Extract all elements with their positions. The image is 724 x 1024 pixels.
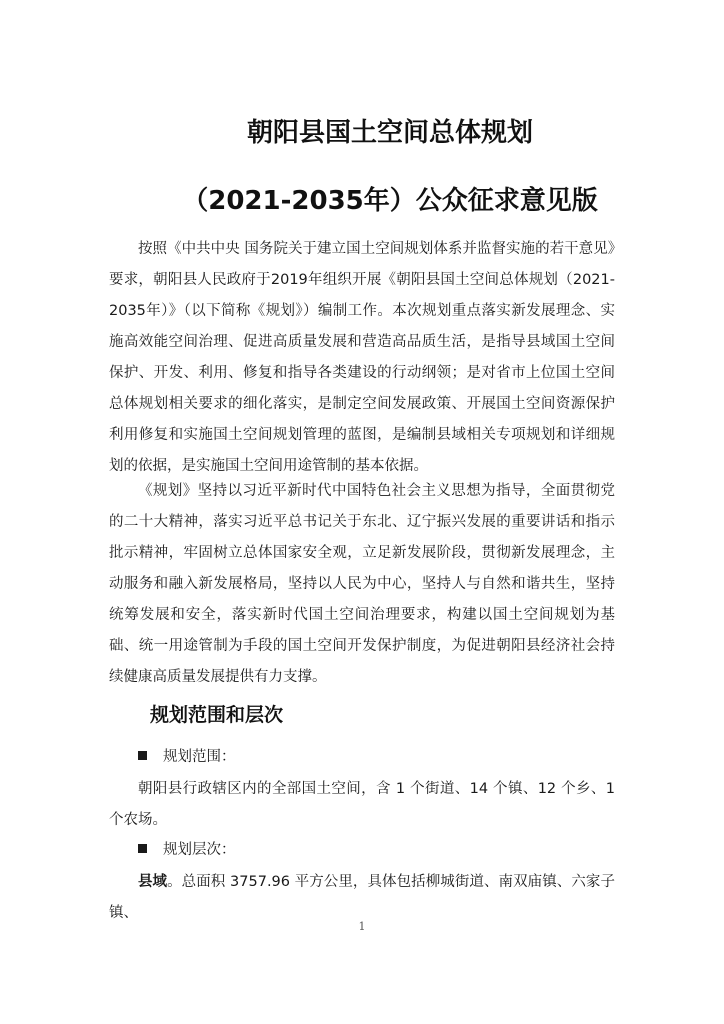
scope-paragraph: 朝阳县行政辖区内的全部国土空间，含 1 个街道、14 个镇、12 个乡、1 个农场。 xyxy=(109,781,615,828)
bullet-label: 规划范围： xyxy=(163,749,236,765)
document-title: 朝阳县国土空间总体规划 xyxy=(246,118,533,148)
square-bullet-icon xyxy=(138,844,147,853)
document-subtitle: （2021-2035年）公众征求意见版 xyxy=(182,186,598,216)
levels-text: 。总面积 3757.96 平方公里，具体包括柳城街道、南双庙镇、六家子镇、 xyxy=(109,874,615,921)
bullet-scope xyxy=(138,745,236,769)
bullet-label: 规划层次： xyxy=(163,842,236,858)
section-heading: 规划范围和层次 xyxy=(150,704,284,726)
county-term: 县域 xyxy=(138,874,168,890)
bullet-levels xyxy=(138,838,236,862)
intro-paragraph: 按照《中共中央 国务院关于建立国土空间规划体系并监督实施的若干意见》要求，朝阳县人民政府于2019年组织开展《朝阳县国土空间总体规划（2021-2035年）》（以下简称《规划》）编制工作。本次规划重点落实新发展理念、实施高效能空间治理、促进高质量发展和营造高品质生活，是指导县域国土空间保护、开发、利用、修复和指导各类建设的行动纲领；是对省市上位国土空间总体规划相关要求的细化落实，是制定空间发展政策、开展国土空间资源保护利用修复和实施国土空间规划管理的蓝图，是编制县域相关专项规划和详细规划的依据，是实施国土空间用途管制的基本依据。 xyxy=(109,241,615,474)
square-bullet-icon xyxy=(138,751,147,760)
guideline-paragraph: 《规划》坚持以习近平新时代中国特色社会主义思想为指导，全面贯彻党的二十大精神，落实习近平总书记关于东北、辽宁振兴发展的重要讲话和指示批示精神，牢固树立总体国家安全观，立足新发展阶段，贯彻新发展理念，主动服务和融入新发展格局，坚持以人民为中心，坚持人与自然和谐共生，坚持统筹发展和安全，落实新时代国土空间治理要求，构建以国土空间规划为基础、统一用途管制为手段的国土空间开发保护制度，为促进朝阳县经济社会持续健康高质量发展提供有力支撑。 xyxy=(109,483,615,685)
page-number: 1 xyxy=(358,920,366,933)
